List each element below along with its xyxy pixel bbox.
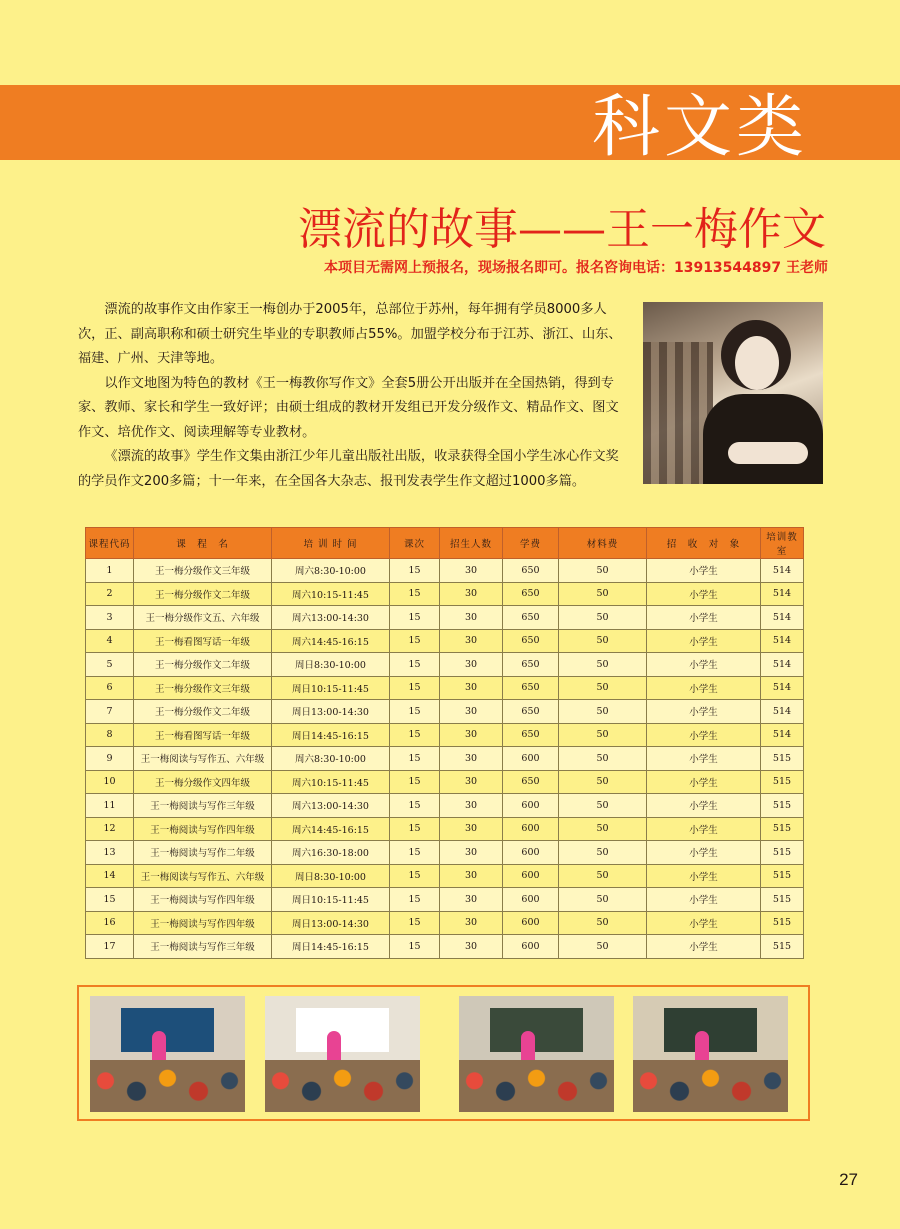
table-cell: 514 <box>761 629 804 653</box>
table-cell: 周日10:15-11:45 <box>272 676 390 700</box>
table-cell: 周六14:45-16:15 <box>272 817 390 841</box>
table-cell: 周六16:30-18:00 <box>272 841 390 865</box>
table-cell: 9 <box>86 747 134 771</box>
table-cell: 514 <box>761 700 804 724</box>
page-number: 27 <box>839 1170 858 1189</box>
column-header: 学费 <box>503 528 559 559</box>
table-cell: 514 <box>761 606 804 630</box>
table-cell: 515 <box>761 747 804 771</box>
table-cell: 周日8:30-10:00 <box>272 653 390 677</box>
table-cell: 15 <box>390 676 440 700</box>
table-row <box>86 653 804 677</box>
table-cell: 6 <box>86 676 134 700</box>
table-cell: 周六13:00-14:30 <box>272 606 390 630</box>
table-cell: 周日14:45-16:15 <box>272 723 390 747</box>
table-cell: 王一梅看图写话一年级 <box>134 723 272 747</box>
table-cell: 周日14:45-16:15 <box>272 935 390 959</box>
classroom-photo-strip <box>77 985 810 1121</box>
course-table <box>85 527 804 959</box>
table-cell: 14 <box>86 864 134 888</box>
table-cell: 650 <box>503 653 559 677</box>
table-cell: 30 <box>440 559 503 583</box>
table-cell: 周日10:15-11:45 <box>272 888 390 912</box>
table-cell: 小学生 <box>647 841 761 865</box>
table-cell: 50 <box>559 841 647 865</box>
table-cell: 王一梅分级作文二年级 <box>134 582 272 606</box>
table-cell: 30 <box>440 935 503 959</box>
table-cell: 王一梅分级作文三年级 <box>134 676 272 700</box>
table-cell: 15 <box>390 794 440 818</box>
table-cell: 15 <box>390 559 440 583</box>
table-row <box>86 629 804 653</box>
table-cell: 650 <box>503 700 559 724</box>
table-row <box>86 817 804 841</box>
table-cell: 15 <box>390 864 440 888</box>
table-cell: 50 <box>559 653 647 677</box>
table-cell: 王一梅阅读与写作四年级 <box>134 888 272 912</box>
table-cell: 50 <box>559 723 647 747</box>
table-cell: 王一梅阅读与写作四年级 <box>134 911 272 935</box>
table-cell: 30 <box>440 676 503 700</box>
table-cell: 600 <box>503 888 559 912</box>
table-cell: 30 <box>440 700 503 724</box>
table-cell: 15 <box>390 653 440 677</box>
table-cell: 600 <box>503 794 559 818</box>
intro-paragraph: 以作文地图为特色的教材《王一梅教你写作文》全套5册公开出版并在全国热销，得到专家、教师、家长和学生一致好评；由硕士组成的教材开发组已开发分级作文、精品作文、图文作文、培优作文、阅读理解等专业教材。 <box>78 375 619 440</box>
table-cell: 小学生 <box>647 653 761 677</box>
column-header: 课 程 名 <box>134 528 272 559</box>
table-cell: 15 <box>390 606 440 630</box>
table-cell: 周六8:30-10:00 <box>272 747 390 771</box>
table-cell: 12 <box>86 817 134 841</box>
table-cell: 15 <box>390 935 440 959</box>
table-cell: 30 <box>440 888 503 912</box>
table-cell: 30 <box>440 653 503 677</box>
table-cell: 小学生 <box>647 559 761 583</box>
table-row <box>86 864 804 888</box>
intro-text <box>78 298 623 494</box>
table-cell: 50 <box>559 911 647 935</box>
table-cell: 3 <box>86 606 134 630</box>
table-cell: 650 <box>503 629 559 653</box>
table-cell: 王一梅分级作文四年级 <box>134 770 272 794</box>
table-cell: 600 <box>503 747 559 771</box>
table-cell: 600 <box>503 911 559 935</box>
table-cell: 13 <box>86 841 134 865</box>
table-row <box>86 841 804 865</box>
table-cell: 15 <box>390 629 440 653</box>
table-cell: 王一梅阅读与写作四年级 <box>134 817 272 841</box>
table-cell: 50 <box>559 888 647 912</box>
table-cell: 5 <box>86 653 134 677</box>
column-header: 招生人数 <box>440 528 503 559</box>
table-row <box>86 582 804 606</box>
table-cell: 小学生 <box>647 911 761 935</box>
registration-note: 本项目无需网上预报名，现场报名即可。报名咨询电话：13913544897 王老师 <box>323 260 828 276</box>
classroom-photo <box>459 996 614 1112</box>
table-cell: 周六14:45-16:15 <box>272 629 390 653</box>
table-cell: 15 <box>390 888 440 912</box>
table-cell: 514 <box>761 723 804 747</box>
table-cell: 50 <box>559 582 647 606</box>
table-cell: 514 <box>761 676 804 700</box>
table-cell: 30 <box>440 582 503 606</box>
table-cell: 15 <box>390 700 440 724</box>
table-cell: 小学生 <box>647 700 761 724</box>
table-row <box>86 700 804 724</box>
table-cell: 30 <box>440 770 503 794</box>
table-cell: 小学生 <box>647 935 761 959</box>
table-cell: 650 <box>503 770 559 794</box>
table-cell: 王一梅分级作文三年级 <box>134 559 272 583</box>
table-cell: 514 <box>761 582 804 606</box>
table-cell: 50 <box>559 864 647 888</box>
table-cell: 2 <box>86 582 134 606</box>
table-cell: 王一梅分级作文五、六年级 <box>134 606 272 630</box>
table-cell: 650 <box>503 559 559 583</box>
table-row <box>86 794 804 818</box>
classroom-photo <box>90 996 245 1112</box>
table-cell: 50 <box>559 629 647 653</box>
category-title: 科文类 <box>591 88 808 167</box>
table-cell: 小学生 <box>647 629 761 653</box>
table-cell: 50 <box>559 935 647 959</box>
table-cell: 50 <box>559 559 647 583</box>
column-header: 培 训 时 间 <box>272 528 390 559</box>
table-cell: 50 <box>559 606 647 630</box>
table-row <box>86 676 804 700</box>
table-cell: 4 <box>86 629 134 653</box>
table-cell: 515 <box>761 935 804 959</box>
classroom-photo <box>265 996 420 1112</box>
table-header-row <box>86 528 804 559</box>
table-cell: 50 <box>559 770 647 794</box>
table-cell: 15 <box>390 723 440 747</box>
table-cell: 30 <box>440 817 503 841</box>
table-cell: 650 <box>503 606 559 630</box>
table-cell: 王一梅分级作文二年级 <box>134 700 272 724</box>
table-row <box>86 770 804 794</box>
table-cell: 王一梅阅读与写作五、六年级 <box>134 747 272 771</box>
column-header: 课次 <box>390 528 440 559</box>
column-header: 材料费 <box>559 528 647 559</box>
table-cell: 514 <box>761 559 804 583</box>
table-row <box>86 606 804 630</box>
table-cell: 515 <box>761 770 804 794</box>
table-cell: 小学生 <box>647 606 761 630</box>
table-cell: 515 <box>761 794 804 818</box>
table-cell: 周六13:00-14:30 <box>272 794 390 818</box>
table-cell: 30 <box>440 747 503 771</box>
table-cell: 小学生 <box>647 723 761 747</box>
table-cell: 小学生 <box>647 888 761 912</box>
table-cell: 650 <box>503 676 559 700</box>
table-cell: 600 <box>503 864 559 888</box>
table-cell: 周六8:30-10:00 <box>272 559 390 583</box>
table-row <box>86 559 804 583</box>
table-cell: 周六10:15-11:45 <box>272 582 390 606</box>
table-cell: 30 <box>440 629 503 653</box>
table-cell: 515 <box>761 911 804 935</box>
table-row <box>86 747 804 771</box>
table-cell: 周六10:15-11:45 <box>272 770 390 794</box>
table-cell: 50 <box>559 747 647 771</box>
table-cell: 小学生 <box>647 864 761 888</box>
table-row <box>86 888 804 912</box>
table-cell: 王一梅阅读与写作二年级 <box>134 841 272 865</box>
table-cell: 周日8:30-10:00 <box>272 864 390 888</box>
table-cell: 7 <box>86 700 134 724</box>
table-cell: 50 <box>559 817 647 841</box>
table-cell: 王一梅阅读与写作五、六年级 <box>134 864 272 888</box>
table-cell: 600 <box>503 817 559 841</box>
table-cell: 30 <box>440 864 503 888</box>
table-cell: 周日13:00-14:30 <box>272 700 390 724</box>
intro-paragraph: 漂流的故事作文由作家王一梅创办于2005年，总部位于苏州，每年拥有学员8000多人次，正、副高职称和硕士研究生毕业的专职教师占55%。加盟学校分布于江苏、浙江、山东、福建、广州、天津等地。 <box>78 302 622 366</box>
table-cell: 15 <box>86 888 134 912</box>
table-cell: 小学生 <box>647 582 761 606</box>
table-cell: 515 <box>761 817 804 841</box>
author-portrait <box>643 302 823 484</box>
table-cell: 小学生 <box>647 794 761 818</box>
table-cell: 30 <box>440 841 503 865</box>
column-header: 招 收 对 象 <box>647 528 761 559</box>
table-cell: 515 <box>761 888 804 912</box>
table-cell: 30 <box>440 911 503 935</box>
table-row <box>86 911 804 935</box>
intro-paragraph: 《漂流的故事》学生作文集由浙江少年儿童出版社出版，收录获得全国小学生冰心作文奖的学员作文200多篇；十一年来，在全国各大杂志、报刊发表学生作文超过1000多篇。 <box>78 449 619 489</box>
table-cell: 11 <box>86 794 134 818</box>
table-cell: 515 <box>761 841 804 865</box>
table-cell: 1 <box>86 559 134 583</box>
table-cell: 514 <box>761 653 804 677</box>
table-cell: 30 <box>440 794 503 818</box>
table-cell: 50 <box>559 700 647 724</box>
table-cell: 小学生 <box>647 747 761 771</box>
table-row <box>86 723 804 747</box>
table-cell: 8 <box>86 723 134 747</box>
table-cell: 小学生 <box>647 817 761 841</box>
table-row <box>86 935 804 959</box>
table-cell: 王一梅阅读与写作三年级 <box>134 794 272 818</box>
table-cell: 15 <box>390 770 440 794</box>
table-cell: 16 <box>86 911 134 935</box>
table-cell: 50 <box>559 794 647 818</box>
column-header: 课程代码 <box>86 528 134 559</box>
table-cell: 15 <box>390 747 440 771</box>
table-cell: 600 <box>503 935 559 959</box>
classroom-photo <box>633 996 788 1112</box>
table-cell: 15 <box>390 841 440 865</box>
table-cell: 王一梅阅读与写作三年级 <box>134 935 272 959</box>
table-cell: 515 <box>761 864 804 888</box>
table-cell: 周日13:00-14:30 <box>272 911 390 935</box>
table-cell: 650 <box>503 582 559 606</box>
column-header: 培训教室 <box>761 528 804 559</box>
table-cell: 600 <box>503 841 559 865</box>
table-cell: 王一梅看图写话一年级 <box>134 629 272 653</box>
page-title: 漂流的故事——王一梅作文 <box>298 204 826 255</box>
table-cell: 小学生 <box>647 676 761 700</box>
table-cell: 30 <box>440 606 503 630</box>
table-cell: 15 <box>390 817 440 841</box>
table-cell: 650 <box>503 723 559 747</box>
table-cell: 小学生 <box>647 770 761 794</box>
table-cell: 15 <box>390 911 440 935</box>
table-cell: 10 <box>86 770 134 794</box>
table-cell: 15 <box>390 582 440 606</box>
table-cell: 王一梅分级作文二年级 <box>134 653 272 677</box>
table-cell: 50 <box>559 676 647 700</box>
table-cell: 30 <box>440 723 503 747</box>
table-cell: 17 <box>86 935 134 959</box>
